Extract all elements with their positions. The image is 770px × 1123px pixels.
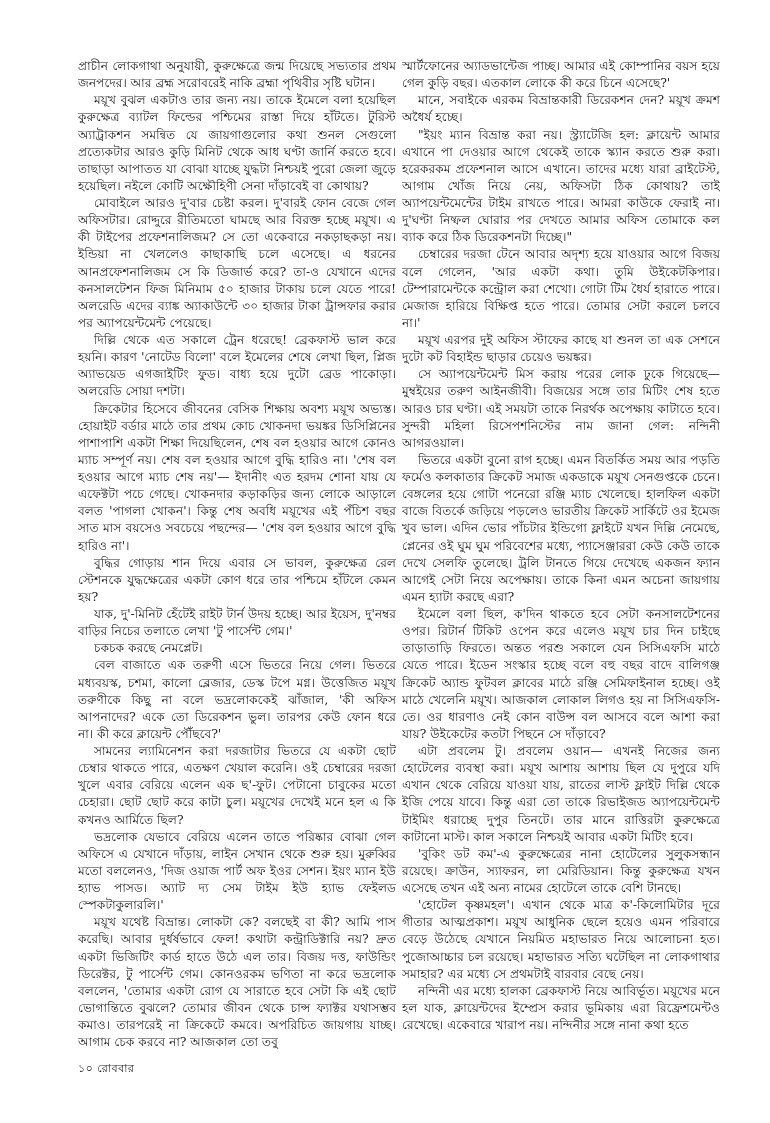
paragraph: বেল বাজাতে এক তরুণী এসে ভিতরে নিয়ে গেল। ভিতরে মধ্যবয়স্ক, চশমা, কালো ব্লেজার, ডেস্ক টপে মগ্ন। উত্তেজিত ময়ূখ তরুণীকে কিছু না বলে ভদ্রলোককেই ঝাঁজাল, 'কী অফিস আপনাদের? একে তো ডিরেকশন ভুল। তারপর কেউ ফোন ধরে না। কী করে ক্লায়েন্ট পৌঁছবে?' (78, 658, 396, 741)
paragraph: ক্রিকেটার হিসেবে জীবনের বেসিক শিক্ষায় অবশ্য ময়ূখ অভ্যস্ত। হোয়াইট বর্ডার মাঠে তার প্রথম কোচ খোকনদা ভয়ঙ্কর ডিসিপ্লিনের পাশাপাশি একটা শিক্ষা দিয়েছিলেন, শেষ বল হওয়ার আগে কোনও ম্যাচ সম্পূর্ণ নয়। শেষ বল হওয়ার আগে বুদ্ধি হারিও না। 'শেষ বল হওয়ার আগে ম্যাচ শেষ নয়'— ইদানীং এত হরদম শোনা যায় যে এফেক্টটা পচে গেছে। খোকনদার কড়াকড়ির জন্য লোকে আড়ালে বলত 'পাগলা খোকন'। কিন্তু শেষ অবধি ময়ূখের এই পঁচিশ বছর সাত মাস বয়সেও সবচেয়ে পছন্দের— 'শেষ বল হওয়ার আগে বুদ্ধি হারিও না'। (78, 401, 396, 553)
paragraph: ভদ্রলোক যেভাবে বেরিয়ে এলেন তাতে পরিষ্কার বোঝা গেল অফিসে এ যেখানে দাঁড়ায়, লাইন সেখান থেকে শুরু হয়। মুরুব্বির মতো বললেনও, 'দিজ ওয়াজ পার্ট অফ ইওর সেশন। ইয়ং ম্যান ইউ হ্যাভ পাসড। অ্যাট দ্য সেম টাইম ইউ হ্যাভ ফেইলড স্পেকটাকুলারলি।' (78, 829, 396, 913)
left-column (78, 58, 396, 1058)
paragraph: মোবাইলে আরও দু'বার চেষ্টা করল। দু'বারই ফোন বেজে গেল অফিসটার। রোদ্দুরে রীতিমতো ঘামছে আর বিরক্ত হচ্ছে ময়ূখ। এ কী টাইপের প্রফেশনালিজম? সে তো একেবারে নকড়াছকড়া নয়। ইন্ডিয়া না খেললেও কাছাকাছি চলে এসেছে। এ ধরনের আনপ্রফেশনালিজম সে কি ডিজার্ভ করে? তা-ও যেখানে এদের কনসালটেশন ফিজ মিনিমাম ৫০ হাজার টাকায় চলে যেতে পারে! অলরেডি এদের ব্যাঙ্ক অ্যাকাউন্টে ৩০ হাজার টাকা ট্রান্সফার করার পর অ্যাপয়েন্টমেন্ট পেয়েছে। (78, 196, 396, 330)
paragraph: ভিতরে একটা বুনো রাগ হচ্ছে। এমন বিতর্কিত সময় আর পড়তি ফর্মেও কলকাতার ক্রিকেট সমাজ একডাকে ময়ূখ সেনগুপ্তকে চেনে। বেঙ্গলের হয়ে গোটা পনেরো রঞ্জি ম্যাচ খেলেছে। হালফিল একটা বাজে বিতর্কে জড়িয়ে পড়লেও ভারতীয় ক্রিকেট সার্কিটে ওর ইমেজ খুব ভাল। এদিন ভোর পাঁচটার ইন্ডিগো ফ্লাইটে যখন দিল্লি নেমেছে, প্লেনের ওই ঘুম ঘুম পরিবেশের মধ্যে, প্যাসেঞ্জাররা কেউ কেউ তাকে দেখে সেলফি তুলেছে। ট্রলি টানতে গিয়ে দেখেছে একজন ফ্যান আগেই সেটা নিয়ে অপেক্ষায়। তাকে কিনা এমন অচেনা জায়গায় এমন হ্যাটা করছে এরা? (402, 452, 720, 604)
paragraph: ময়ূখ এরপর দুই অফিস স্টাফের কাছে যা শুনল তা এক সেশনে দুটো কট বিহাইন্ড ছাড়ার চেয়েও ভয়ঙ্কর। (402, 333, 720, 365)
paragraph: "ইয়ং ম্যান বিভ্রান্ত করা নয়। স্ট্র্যাটেজি হল: ক্লায়েন্ট আমার এখানে পা দেওয়ার আগে থেকেই তাকে স্ক্যান করতে শুরু করা। হরেকরকম প্রফেশনাল আসে এখানে। তাদের মধ্যে যারা ব্রাইটেস্ট, আগাম খোঁজ নিয়ে নেয়, অফিসটা ঠিক কোথায়? তাই অ্যাপয়েন্টমেন্টের টাইম রাখতে পারে। আমরা কাউকে ফেরাই না। দু'ঘণ্টা নিষ্ফল ঘোরার পর দেখতে আমার অফিস তোমাকে কল ব্যাক করে ঠিক ডিরেকশনটা দিচ্ছে।" (402, 127, 720, 245)
paragraph: স্মার্টফোনের অ্যাডভান্টেজ পাচ্ছ। আমার এই কোম্পানির বয়স হয়ে গেল কুড়ি বছর। এতকাল লোকে কী করে চিনে এসেছে?' (402, 59, 720, 91)
page-folio: ১০ রোববার (78, 1062, 135, 1075)
paragraph: 'বুকিং ডট কম'-এ কুরুক্ষেত্রের নানা হোটেলের সুলুকসন্ধান রয়েছে। ক্রাউন, স্যাফরন, লা মেরিডিয়ান। কিন্তু কুরুক্ষেত্র যখন এসেছে তখন এই অন্য নামের হোটেলে তাকে বেশি টানছে। (402, 846, 720, 895)
paragraph: 'হোটেল কৃষ্ণমহল'। এখান থেকে মাত্র ক'-কিলোমিটার দূরে গীতার আত্মপ্রকাশ। ময়ূখ আধুনিক ছেলে হয়েও এমন পরিবারে বেড়ে উঠেছে যেখানে নিয়মিত মহাভারত নিয়ে আলোচনা হত। পুজোআচ্চার চল রয়েছে। মহাভারত সত্যি ঘটেছিল না লোকগাথার সমাহার? এর মধ্যে সে প্রথমটাই বারবার বেছে নেয়। (402, 898, 720, 981)
paragraph: যাক, দু'-মিনিট হেঁটেই রাইট টার্ন উদয় হচ্ছে। আর ইয়েস, দু'নম্বর বাড়ির নিচের তলাতে লেখা 'টু পার্সেন্ট গেম।' (78, 607, 396, 639)
paragraph: প্রাচীন লোকগাথা অনুযায়ী, কুরুক্ষেত্রে জন্ম দিয়েছে সভ্যতার প্রথম জনপদের। আর ব্রহ্ম সরোবরেই নাকি ব্রহ্মা পৃথিবীর সৃষ্টি ঘটান। (78, 59, 396, 91)
paragraph: সামনের ল্যামিনেশন করা দরজাটার ভিতরে যে একটা ছোট চেম্বার থাকতে পারে, এতক্ষণ খেয়াল করেনি। ওই চেম্বারের দরজা খুলে এবার বেরিয়ে এলেন এক ছ'-ফুট। পেটানো চাবুকের মতো চেহারা। ছোট ছোট করে কাটা চুল। ময়ূখের দেখেই মনে হল এ কি কখনও আর্মিতে ছিল? (78, 744, 396, 827)
paragraph: সে অ্যাপয়েন্টমেন্ট মিস করায় পরের লোক ঢুকে গিয়েছে— মুম্বইয়ের তরুণ আইনজীবী। বিজয়ের সঙ্গে তার মিটিং শেষ হতে আরও চার ঘণ্টা। এই সময়টা তাকে নিরর্থক অপেক্ষায় কাটাতে হবে। সুন্দরী মহিলা রিসেপশনিস্টের নাম জানা গেল: নন্দিনী আগরওয়াল। (402, 367, 720, 450)
paragraph: ময়ূখ বুঝল একটাও তার জন্য নয়। তাকে ইমেলে বলা হয়েছিল কুরুক্ষেত্র ব্যাটল ফিল্ডের পশ্চিমের রাস্তা দিয়ে হাঁটতে। টুরিস্ট অ্যাট্রাকশন সমন্বিত যে জায়গাগুলোর কথা শুনল সেগুলো প্রত্যেকটার আরও কুড়ি মিনিট থেকে আধ ঘণ্টা জার্নি করতে হবে। তাছাড়া আপাতত যা বোঝা যাচ্ছে যুদ্ধটা নিশ্চয়ই পুরো জেলা জুড়ে হয়েছিল। নইলে কোটি অক্ষৌহিণী সেনা দাঁড়াবেই বা কোথায়? (78, 93, 396, 193)
paragraph: বুদ্ধির গোড়ায় শান দিয়ে এবার সে ভাবল, কুরুক্ষেত্র রেল স্টেশনকে যুদ্ধক্ষেত্রের একটা কোণ ধরে তার পশ্চিমে হাঁটলে কেমন হয়? (78, 555, 396, 604)
paragraph: নন্দিনী এর মধ্যে হালকা ব্রেকফাস্ট নিয়ে আবির্ভূত। ময়ূখের মনে হল যাক, ক্লায়েন্টদের ইম্প্রেস করার ভূমিকায় এরা রিফ্রেশমেন্টও রেখেছে। একেবারে খারাপ নয়। নন্দিনীর সঙ্গে নানা কথা হতে (402, 983, 720, 1032)
paragraph: দিল্লি থেকে এত সকালে ট্রেন ধরেছে! ব্রেকফাস্ট ভাল করে হয়নি। কারণ 'নোটেড বিলো' বলে ইমেলের শেষে লেখা ছিল, প্লিজ অ্যাভয়েড এগজাইটিং ফুড। বাধ্য হয়ে দুটো ব্রেড পাকোড়া। অলরেডি সোয়া দশটা। (78, 333, 396, 399)
paragraph: চকচক করছে নেমপ্লেট। (94, 641, 203, 656)
paragraph: এটা প্রবলেম টু। প্রবলেম ওয়ান— এখনই নিজের জন্য হোটেলের ব্যবস্থা করা। ময়ূখ আশায় আশায় ছিল যে দুপুরে যদি এখান থেকে বেরিয়ে যাওয়া যায়, রাতের লাস্ট ফ্লাইট দিল্লি থেকে ইজি পেয়ে যাবে। কিন্তু এরা তো তাকে রিভাইজড অ্যাপয়েন্টমেন্ট টাইমিং ধরাচ্ছে দুপুর তিনটে। তার মানে রাত্তিরটা কুরুক্ষেত্রে কাটানো মাস্ট। কাল সকালে নিশ্চয়ই আবার একটা মিটিং হবে। (402, 744, 720, 844)
paragraph: মানে, সবাইকে এরকম বিভ্রান্তকারী ডিরেকশন দেন? ময়ূখ ক্রমশ অধৈর্য হচ্ছে। (402, 93, 720, 125)
paragraph: ইমেলে বলা ছিল, ক'দিন থাকতে হবে সেটা কনসালটেশনের ওপর। রিটার্ন টিকিট ওপেন করে এলেও ময়ূখ চার দিন চাইছে তাড়াতাড়ি ফিরতে। অন্তত পরশু সকালে যেন সিসিএফসি মাঠে যেতে পারে। ইডেন সংস্কার হচ্ছে বলে বহু বছর বাদে বালিগঞ্জ ক্রিকেট অ্যান্ড ফুটবল ক্লাবের মাঠে রঞ্জি সেমিফাইনাল হচ্ছে। ওই মাঠে খেলেনি ময়ূখ। আজকাল লোকাল লিগও হয় না সিসিএফসি-তে। ওর ধারণাও নেই কোন বাউন্স বল আসবে বলে আশা করা যায়? উইকেটের কতটা পিছনে সে দাঁড়াবে? (402, 607, 720, 741)
paragraph: চেম্বারের দরজা টেনে আবার অদৃশ্য হয়ে যাওয়ার আগে বিজয় বলে গেলেন, 'আর একটা কথা। তুমি উইকেটকিপার। টেম্পারামেন্টকে কন্ট্রোল করা শেখো। গোটা টিম ধৈর্য হারাতে পারে। মেজাজ হারিয়ে বিক্ষিপ্ত হতে পারে। তোমার সেটা করলে চলবে না।' (402, 247, 720, 330)
right-column (402, 58, 720, 1058)
paragraph: ময়ূখ যথেষ্ট বিভ্রান্ত। লোকটা কে? বলছেই বা কী? আমি পাস করেছি। আবার দুর্ধর্ষভাবে ফেল! কথাটা কন্ট্রাডিক্টারি নয়? দ্রুত একটা ভিজিটিং কার্ড হাতে উঠে এল তার। বিজয় দত্ত, ফাউন্ডিং ডিরেক্টর, টু পার্সেন্ট গেম। কোনওরকম ভণিতা না করে ভদ্রলোক বললেন, 'তোমার একটা রোগ যে সারাতে হবে সেটা কি এই ছোট ভোগান্তিতে বুঝলে? তোমার জীবন থেকে চান্স ফ্যাক্টর যথাসম্ভব কমাও। তারপরেই না ক্রিকেটে কমবে। অপরিচিত জায়গায় যাচ্ছ। আগাম চেক করবে না? আজকাল তো তবু (78, 915, 396, 1050)
